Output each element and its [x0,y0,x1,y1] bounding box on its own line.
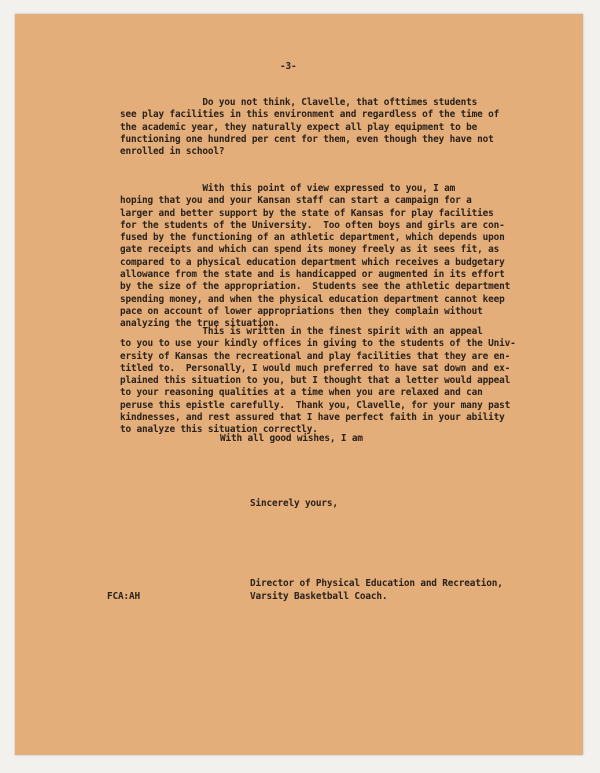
paragraph-3: This is written in the finest spirit with an appeal to you to use your kindly offices in giving to the students of the Univ- ersity of Kansas the recreational and play facilities that they are en- titled to. Personally, I would much preferred to have sat down and ex- plained this situation to you, but I thought that a letter would appeal to your reasoning qualities at a time when you are relaxed and can peruse this epistle carefully. Thank you, Clavelle, for your many past kindnesses, and rest assured that I have perfect faith in your ability to analyze this situation correctly. [120,326,516,436]
paragraph-1: Do you not think, Clavelle, that ofttimes students see play facilities in this environment and regardless of the time of the academic year, they naturally expect all play equipment to be functioning one hundred per cent for them, even though they have not enrolled in school? [120,97,500,158]
signature-title-line-2: Varsity Basketball Coach. [250,591,388,602]
reference-initials: FCA:AH [107,591,140,602]
paragraph-2: With this point of view expressed to you, I am hoping that you and your Kansan staff can start a campaign for a larger and better support by the state of Kansas for play facilities for the students of the University. Too often boys and girls are con- fused by the functioning of an athletic department, which depends upon gate receipts and which can spend its money freely as it sees fit, as compared to a physical education department which receives a budgetary allowance from the state and is handicapped or augmented in its effort by the size of the appropriation. Students see the athletic department spending money, and when the physical education department cannot keep pace on account of lower appropriations then they complain without analyzing the true situation. [120,183,511,330]
signature-title-line-1: Director of Physical Education and Recreation, [250,578,503,589]
closing-salutation: Sincerely yours, [250,498,338,509]
paragraph-4-wishes: With all good wishes, I am [220,433,363,444]
page-number: -3- [280,61,297,72]
